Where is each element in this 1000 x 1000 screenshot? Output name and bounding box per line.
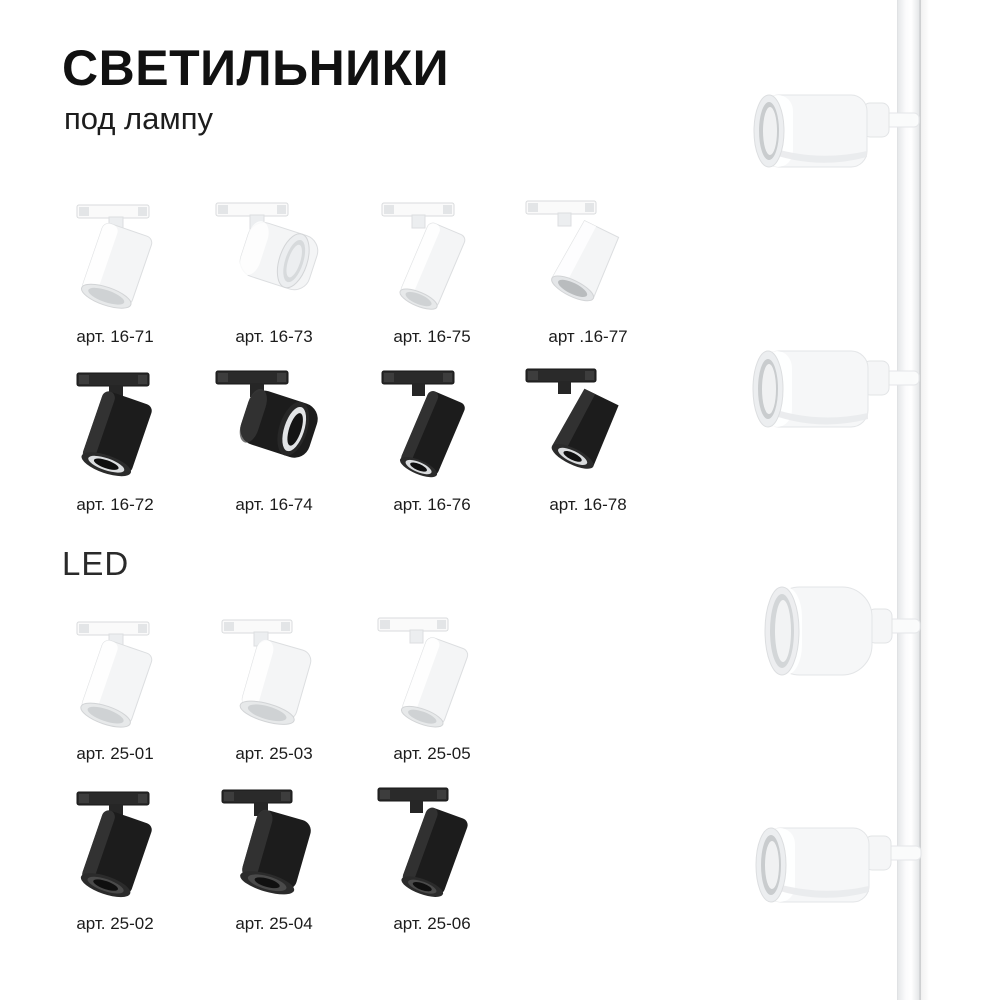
fixture-icon-wide-round-black [194,782,354,908]
page-header [62,42,449,137]
showcase-fixture-1[interactable] [735,65,955,215]
fixture-icon-wide-round-black [194,363,354,489]
fixture-icon-cone-black [508,363,668,489]
fixture-icon-slim-long-black [352,782,512,908]
product-article: арт. 16-72 [76,495,154,514]
showcase-photo-column [700,0,1000,1000]
fixture-icon-cylinder-black [35,782,195,908]
product-article: арт. 25-04 [235,914,313,933]
product-article: арт. 16-78 [549,495,627,514]
product-article: арт. 16-75 [393,327,471,346]
product-article: арт. 16-74 [235,495,313,514]
fixture-icon-slim-long-black [352,363,512,489]
product-article: арт. 16-73 [235,327,313,346]
fixture-icon-wide-round-white [194,612,354,738]
fixture-icon-slim-long-white [352,195,512,321]
section-label-led: LED [62,545,130,582]
showcase-fixture-2[interactable] [730,325,950,475]
product-article: арт. 25-02 [76,914,154,933]
fixture-icon-wide-round-white [194,195,354,321]
product-article: арт .16-77 [548,327,628,346]
showcase-fixture-3[interactable] [730,565,950,715]
showcase-fixture-4[interactable] [735,800,955,950]
fixture-icon-cylinder-white [35,195,195,321]
product-article: арт. 25-01 [76,744,154,763]
fixture-icon-cylinder-white [35,612,195,738]
product-article: арт. 16-76 [393,495,471,514]
product-article: арт. 25-05 [393,744,471,763]
product-article: арт. 25-06 [393,914,471,933]
fixture-icon-cone-white [508,195,668,321]
product-article: арт. 16-71 [76,327,154,346]
page-title: СВЕТИЛЬНИКИ [62,40,450,96]
product-article: арт. 25-03 [235,744,313,763]
page-subtitle: под лампу [64,100,213,136]
fixture-icon-cylinder-black [35,363,195,489]
fixture-icon-slim-long-white [352,612,512,738]
